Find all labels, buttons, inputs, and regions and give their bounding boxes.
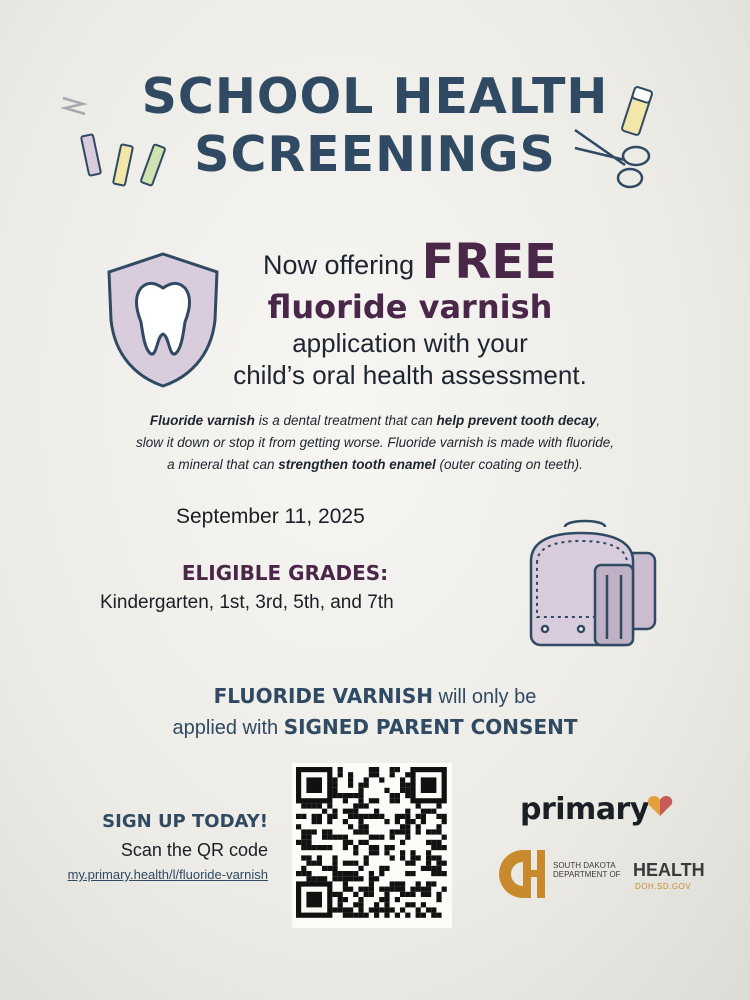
consent-requirement: SIGNED PARENT CONSENT [283, 715, 578, 739]
sd-line-2: DEPARTMENT OF [553, 870, 621, 879]
signup-instruction: Scan the QR code [120, 840, 268, 860]
description [80, 410, 670, 476]
consent-mid: will only be [432, 686, 537, 708]
title-line-1: SCHOOL HEALTH [141, 68, 609, 125]
desc-comma: , [596, 413, 601, 428]
offer-lead: Now offering [263, 250, 415, 280]
sd-health-word: HEALTH [633, 860, 705, 880]
offer-product: fluoride varnish [267, 288, 553, 326]
qr-code-icon[interactable] [292, 763, 452, 928]
signup-block [50, 811, 268, 882]
backpack-icon [525, 517, 665, 652]
offer-free: FREE [421, 234, 557, 290]
heart-icon [647, 795, 673, 817]
desc-line-3-start: a mineral that can [167, 457, 279, 472]
signup-link[interactable]: my.primary.health/l/fluoride-varnish [67, 867, 268, 882]
primary-logo [520, 792, 649, 827]
offer-block [190, 234, 630, 391]
signup-heading: SIGN UP TODAY! [102, 811, 268, 832]
consent-start: applied with [172, 717, 284, 739]
event-date: September 11, 2025 [176, 505, 365, 528]
sd-health-logo [493, 848, 703, 900]
title-line-2: SCREENINGS [194, 126, 556, 183]
desc-text: is a dental treatment that can [254, 413, 437, 428]
offer-line-4: child’s oral health assessment. [233, 360, 587, 390]
desc-line-3-end: (outer coating on teeth). [435, 457, 583, 472]
consent-notice [80, 681, 670, 743]
desc-benefit: help prevent tooth decay [436, 413, 597, 428]
scissors-icon [570, 120, 660, 195]
grades-list: Kindergarten, 1st, 3rd, 5th, and 7th [100, 592, 394, 613]
desc-line-2: slow it down or stop it from getting worse. Fluoride varnish is made with fluoride, [136, 435, 614, 450]
offer-line-3: application with your [292, 328, 528, 358]
consent-product: FLUORIDE VARNISH [213, 684, 433, 708]
primary-logo-text: primary [520, 792, 649, 827]
grades-heading: ELIGIBLE GRADES: [181, 561, 389, 585]
sd-health-emblem-icon [493, 848, 549, 900]
sd-url: DOH.SD.GOV [635, 882, 692, 891]
desc-enamel: strengthen tooth enamel [278, 457, 436, 472]
crayon-icon [55, 90, 175, 190]
desc-term: Fluoride varnish [149, 413, 255, 428]
sd-line-1: SOUTH DAKOTA [553, 861, 616, 870]
